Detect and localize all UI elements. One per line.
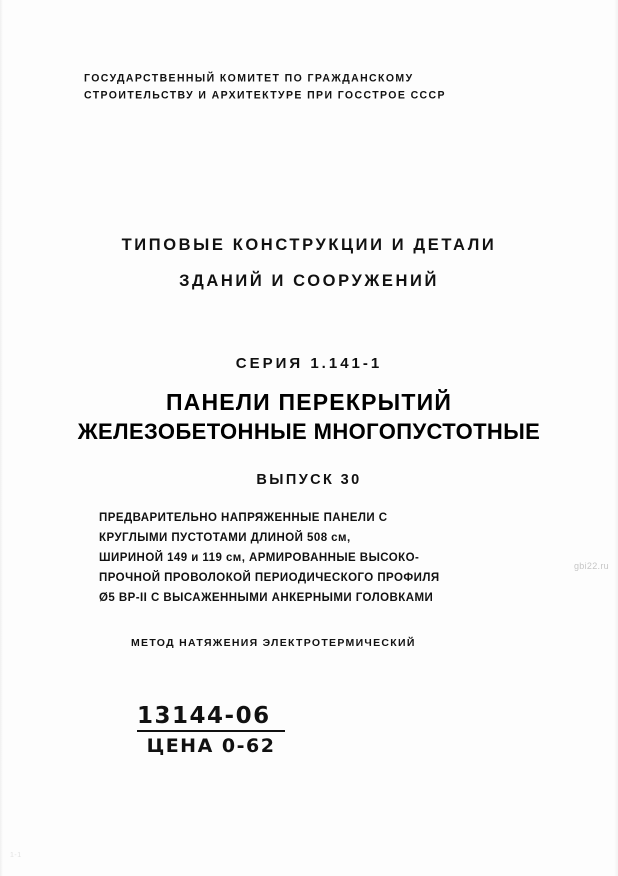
organization-line-2: СТРОИТЕЛЬСТВУ И АРХИТЕКТУРЕ ПРИ ГОССТРОЕ СССР	[84, 89, 446, 102]
description-line-1: ПРЕДВАРИТЕЛЬНО НАПРЯЖЕННЫЕ ПАНЕЛИ С	[99, 512, 388, 524]
series-number: СЕРИЯ 1.141-1	[235, 355, 383, 372]
document-code: 13144-06	[137, 703, 271, 729]
description-line-2: КРУГЛЫМИ ПУСТОТАМИ ДЛИНОЙ 508 см,	[99, 532, 351, 544]
series-title-line-2: ЗДАНИЙ И СООРУЖЕНИЙ	[179, 272, 439, 290]
description-line-3: ШИРИНОЙ 149 и 119 см, АРМИРОВАННЫЕ ВЫСОКО-	[99, 552, 420, 564]
series-title-line-1: ТИПОВЫЕ КОНСТРУКЦИИ И ДЕТАЛИ	[121, 236, 497, 254]
issue-number: ВЫПУСК 30	[256, 472, 362, 488]
main-title-line-1: ПАНЕЛИ ПЕРЕКРЫТИЙ	[165, 389, 453, 415]
series-title-block	[0, 236, 618, 291]
organization-line-1: ГОСУДАРСТВЕННЫЙ КОМИТЕТ ПО ГРАЖДАНСКОМУ	[84, 72, 414, 85]
tensioning-method: МЕТОД НАТЯЖЕНИЯ ЭЛЕКТРОТЕРМИЧЕСКИЙ	[131, 637, 416, 649]
price-label: ЦЕНА 0-62	[146, 735, 276, 757]
code-price-block	[137, 703, 285, 757]
code-underline	[137, 730, 285, 732]
main-title-line-2: ЖЕЛЕЗОБЕТОННЫЕ МНОГОПУСТОТНЫЕ	[77, 419, 541, 444]
description-line-5: Ø5 ВР-II С ВЫСАЖЕННЫМИ АНКЕРНЫМИ ГОЛОВКАМИ	[99, 592, 434, 604]
organization-block	[84, 70, 544, 104]
description-block	[99, 508, 529, 608]
main-title-block	[0, 388, 618, 446]
description-line-4: ПРОЧНОЙ ПРОВОЛОКОЙ ПЕРИОДИЧЕСКОГО ПРОФИЛЯ	[99, 572, 440, 584]
corner-mark: 1-1	[10, 852, 22, 859]
watermark-text: gbi22.ru	[574, 561, 609, 571]
